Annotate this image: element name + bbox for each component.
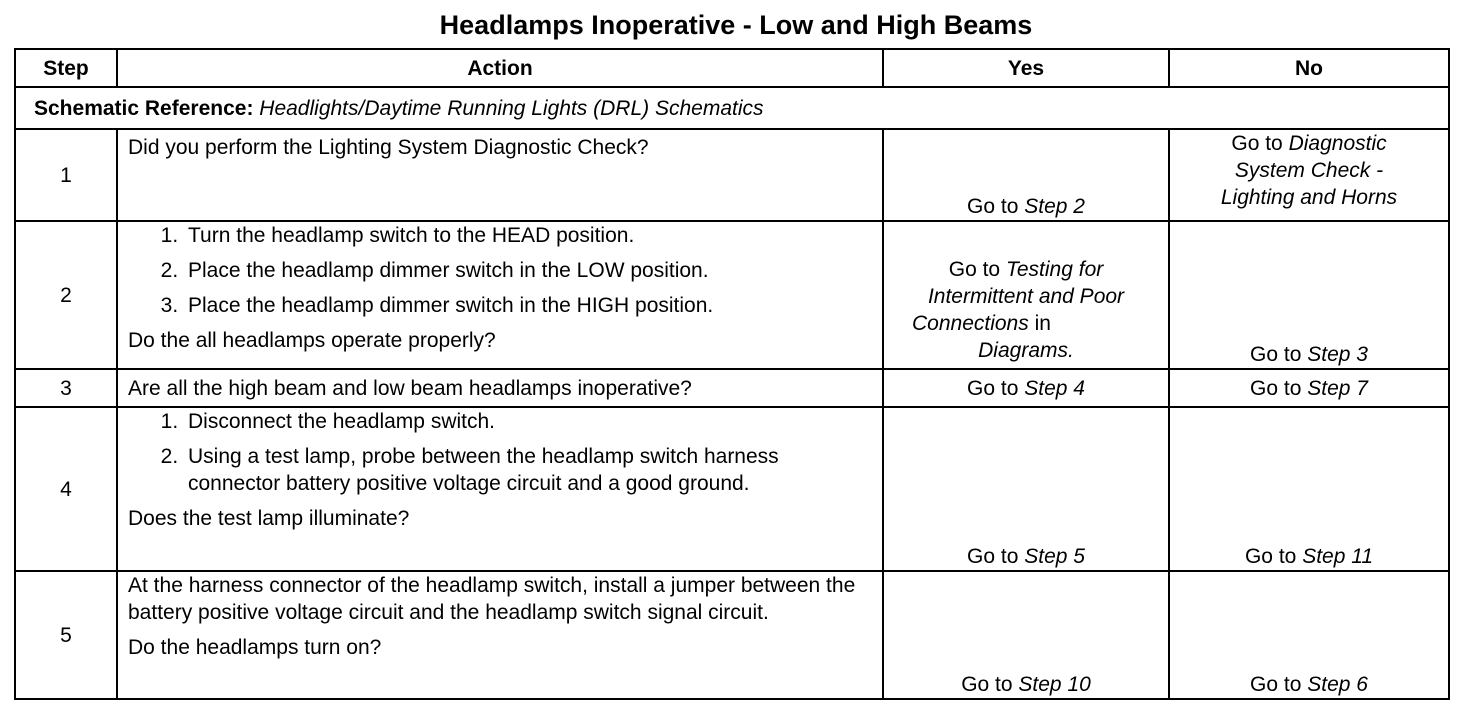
- step-link[interactable]: Step 6: [1307, 673, 1368, 696]
- header-action: Action: [117, 49, 883, 87]
- no-cell: [1169, 369, 1449, 407]
- no-cell: [1169, 571, 1449, 699]
- schematic-row: [15, 87, 1449, 129]
- yes-line: [894, 310, 1158, 337]
- table-row: [15, 571, 1449, 699]
- step-link[interactable]: Step 11: [1302, 545, 1374, 568]
- yes-cell: [883, 221, 1169, 369]
- go-to-text: Go to: [967, 545, 1019, 568]
- header-yes: Yes: [883, 49, 1169, 87]
- instruction: At the harness connector of the headlamp switch, install a jumper between the battery positive voltage circuit and the headlamp switch signal circuit.: [128, 574, 856, 624]
- go-to-text: Go to: [1250, 376, 1302, 400]
- yes-cell: [883, 571, 1169, 699]
- substep: 3. Place the headlamp dimmer switch in the HIGH position.: [184, 292, 872, 319]
- no-link-line: [1180, 130, 1438, 157]
- doc-link[interactable]: Connections: [912, 312, 1029, 335]
- action-cell: [117, 369, 883, 407]
- action-cell: [117, 129, 883, 221]
- step-link[interactable]: Step 10: [1018, 673, 1091, 696]
- table-row: [15, 129, 1449, 221]
- doc-link[interactable]: Diagnostic: [1288, 132, 1387, 155]
- question: Are all the high beam and low beam headlamps inoperative?: [128, 376, 692, 400]
- table-row: [15, 221, 1449, 369]
- header-step: Step: [15, 49, 117, 87]
- step-number: 5: [15, 571, 117, 699]
- no-cell: [1169, 407, 1449, 571]
- table-row: [15, 369, 1449, 407]
- question: Did you perform the Lighting System Diagnostic Check?: [128, 136, 649, 159]
- go-to-text: Go to: [967, 376, 1019, 400]
- doc-link[interactable]: Intermittent and Poor: [927, 285, 1125, 308]
- substep-list: [128, 222, 872, 319]
- header-row: [15, 49, 1449, 87]
- action-cell: [117, 221, 883, 369]
- substep-list: [128, 408, 872, 497]
- step-number: 2: [15, 221, 117, 369]
- go-to-text: Go to: [967, 195, 1019, 218]
- go-to-text: Go to: [948, 258, 1001, 281]
- no-cell: [1169, 129, 1449, 221]
- no-cell: [1169, 221, 1449, 369]
- doc-link[interactable]: System Check -: [1234, 159, 1384, 182]
- step-link[interactable]: Step 3: [1307, 343, 1368, 366]
- go-to-text: Go to: [1250, 673, 1302, 696]
- step-link[interactable]: Step 4: [1024, 376, 1085, 400]
- table-row: [15, 407, 1449, 571]
- step-number: 3: [15, 369, 117, 407]
- yes-cell: [883, 407, 1169, 571]
- go-to-text: Go to: [1250, 343, 1302, 366]
- question: Does the test lamp illuminate?: [128, 507, 410, 530]
- go-to-text: Go to: [1231, 132, 1283, 155]
- doc-link[interactable]: Diagrams.: [978, 339, 1074, 362]
- substep: 1. Disconnect the headlamp switch.: [184, 408, 872, 435]
- substep: 1. Turn the headlamp switch to the HEAD position.: [184, 222, 872, 249]
- substep: 2. Using a test lamp, probe between the headlamp switch harness connector battery positive voltage circuit and a good ground.: [184, 443, 872, 497]
- in-text: in: [1034, 312, 1051, 335]
- schematic-link[interactable]: Headlights/Daytime Running Lights (DRL) Schematics: [259, 96, 764, 120]
- doc-link[interactable]: Lighting and Horns: [1220, 186, 1398, 209]
- yes-line: [894, 256, 1158, 283]
- step-link[interactable]: Step 5: [1024, 545, 1085, 568]
- schematic-label: Schematic Reference:: [34, 96, 254, 120]
- question: Do the all headlamps operate properly?: [128, 329, 496, 352]
- schematic-reference: [15, 87, 1449, 129]
- step-link[interactable]: Step 2: [1024, 195, 1085, 218]
- page-title: Headlamps Inoperative - Low and High Beams: [439, 10, 1033, 40]
- step-number: 1: [15, 129, 117, 221]
- substep: 2. Place the headlamp dimmer switch in the LOW position.: [184, 257, 872, 284]
- question: Do the headlamps turn on?: [128, 636, 382, 659]
- go-to-text: Go to: [1244, 545, 1297, 568]
- yes-cell: [883, 129, 1169, 221]
- go-to-text: Go to: [961, 673, 1013, 696]
- diagnostic-table: [14, 48, 1450, 700]
- step-number: 4: [15, 407, 117, 571]
- yes-cell: [883, 369, 1169, 407]
- action-cell: [117, 407, 883, 571]
- action-cell: [117, 571, 883, 699]
- doc-link[interactable]: Testing for: [1005, 258, 1104, 281]
- step-link[interactable]: Step 7: [1307, 376, 1368, 400]
- header-no: No: [1169, 49, 1449, 87]
